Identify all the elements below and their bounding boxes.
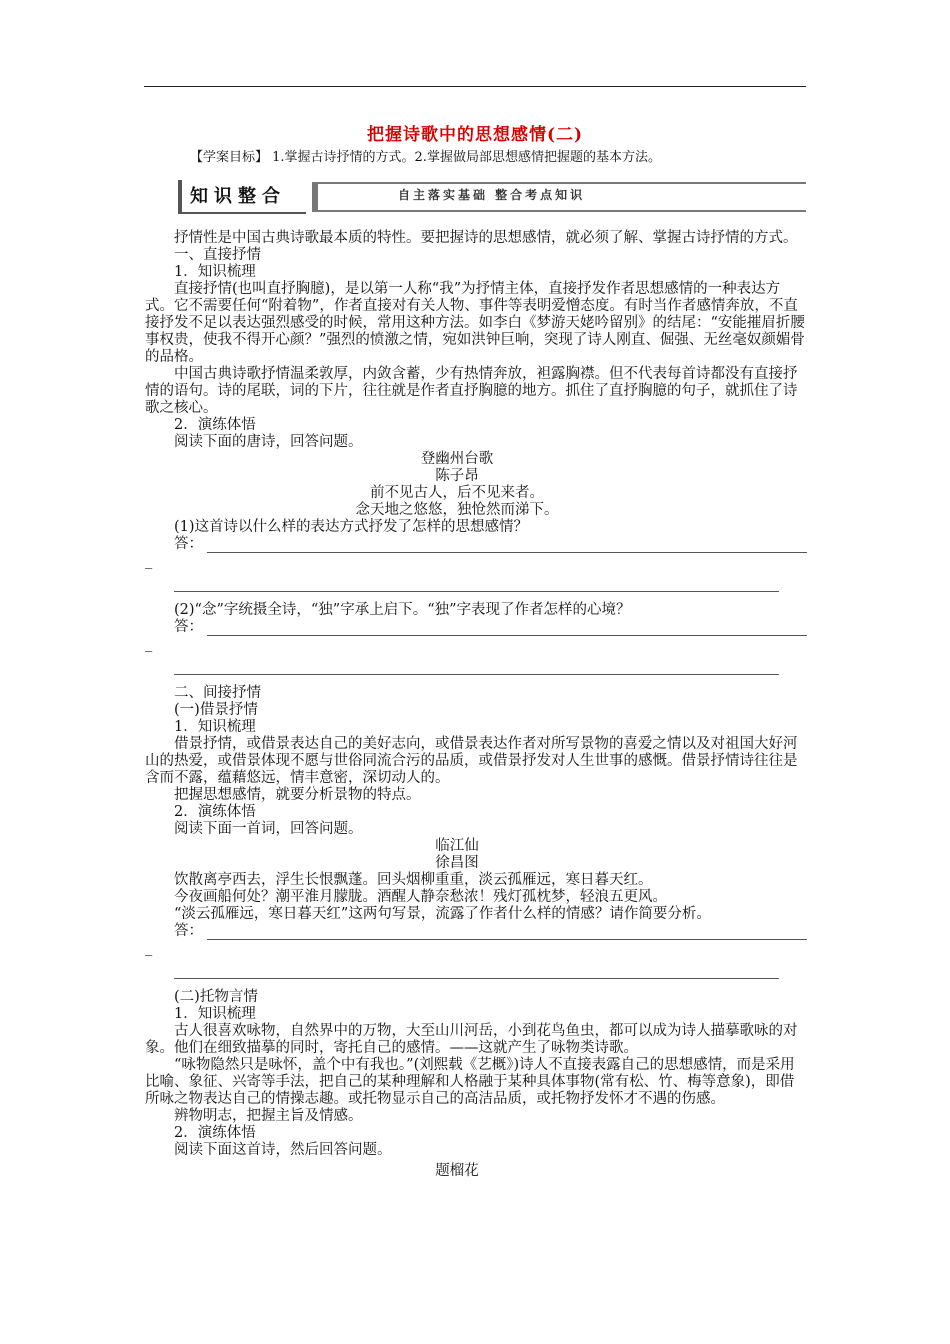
- poem-author: 徐昌图: [435, 855, 479, 871]
- subsection-heading: 2．演练体悟: [174, 804, 256, 820]
- answer-row[interactable]: [145, 923, 807, 940]
- answer-label: 答：: [174, 536, 203, 552]
- answer-row[interactable]: [145, 536, 807, 553]
- answer-line[interactable]: [174, 974, 779, 979]
- learning-goal: 【学案目标】 1.掌握古诗抒情的方式。2.掌握做局部思想感情把握题的基本方法。: [190, 150, 661, 165]
- poem-author: 陈子昂: [435, 468, 479, 484]
- answer-label: 答：: [174, 923, 203, 939]
- paragraph: 直接抒情(也叫直抒胸臆)，是以第一人称“我”为抒情主体，直接抒发作者思想感情的一种表达方式。它不需要任何“附着物”，作者直接对有关人物、事件等表明爱憎态度。有时当作者感情奔放，不直接抒发不足以表达强烈感受的时候，常用这种方法。如李白《梦游天姥吟留别》的结尾：“安能摧眉折腰事权贵，使我不得开心颜？”强烈的愤激之情，宛如洪钟巨响，突现了诗人刚直、倔强、无丝毫奴颜媚骨的品格。: [145, 281, 805, 365]
- poem-title: 题榴花: [435, 1163, 479, 1179]
- paragraph: 把握思想感情，就要分析景物的特点。: [174, 787, 421, 803]
- poem-line: 前不见古人，后不见来者。: [370, 485, 544, 501]
- paragraph: 辨物明志，把握主旨及情感。: [174, 1108, 363, 1124]
- answer-line[interactable]: [174, 670, 779, 675]
- paragraph: 借景抒情，或借景表达自己的美好志向，或借景表达作者对所写景物的喜爱之情以及对祖国大好河山的热爱，或借景体现不愿与世俗同流合污的品质，或借景抒发对人生世事的感慨。借景抒情诗往往是含而不露，蕴藉悠远，情丰意密，深切动人的。: [145, 736, 798, 786]
- poem-title: 登幽州台歌: [420, 451, 494, 467]
- banner-subtitle: 自主落实基础 整合考点知识: [398, 188, 586, 202]
- subsection-heading: 2．演练体悟: [174, 1125, 256, 1141]
- answer-line[interactable]: [174, 587, 779, 592]
- instruction: 阅读下面的唐诗，回答问题。: [174, 434, 363, 450]
- section-heading: 一、直接抒情: [174, 247, 261, 263]
- poem-line: 饮散离亭西去，浮生长恨飘蓬。回头烟柳重重，淡云孤雁远，寒日暮天红。: [174, 872, 653, 888]
- answer-line[interactable]: [207, 623, 807, 636]
- subsection-heading: 1．知识梳理: [174, 264, 256, 280]
- answer-label: 答：: [174, 619, 203, 635]
- answer-continuation: _: [145, 636, 153, 652]
- subsection-heading: 1．知识梳理: [174, 719, 256, 735]
- subsection-heading: (二)托物言情: [174, 989, 258, 1005]
- subsection-heading: 1．知识梳理: [174, 1006, 256, 1022]
- banner-bar: [312, 182, 806, 212]
- poem-line: 今夜画船何处？潮平淮月朦胧。酒醒人静奈愁浓！残灯孤枕梦，轻浪五更风。: [174, 889, 667, 905]
- page-title: 把握诗歌中的思想感情(二): [366, 125, 584, 145]
- answer-row[interactable]: [145, 619, 807, 636]
- question: “淡云孤雁远，寒日暮天红”这两句写景，流露了作者什么样的情感？请作简要分析。: [174, 906, 711, 922]
- document-body: [145, 230, 807, 1180]
- poem-title: 临江仙: [435, 838, 479, 854]
- answer-continuation: _: [145, 553, 153, 569]
- answer-continuation: _: [145, 940, 153, 956]
- paragraph: 中国古典诗歌抒情温柔敦厚，内敛含蓄，少有热情奔放，袒露胸襟。但不代表每首诗都没有直接抒情的语句。诗的尾联，词的下片，往往就是作者直抒胸臆的地方。抓住了直抒胸臆的句子，就抓住了诗歌之核心。: [145, 366, 798, 416]
- subsection-heading: 2．演练体悟: [174, 417, 256, 433]
- instruction: 阅读下面一首词，回答问题。: [174, 821, 363, 837]
- answer-line[interactable]: [207, 540, 807, 553]
- section-heading: 二、间接抒情: [174, 685, 261, 701]
- poem-line: 念天地之悠悠，独怆然而涕下。: [355, 502, 559, 518]
- section-banner: [178, 180, 806, 216]
- paragraph: “咏物隐然只是咏怀，盖个中有我也。”(刘熙载《艺概》)诗人不直接表露自己的思想感情，而是采用比喻、象征、兴寄等手法，把自己的某种理解和人格融于某种具体事物(常有松、竹、梅等意象)，即借所咏之物表达自己的情操志趣。或托物显示自己的高洁品质，或托物抒发怀才不遇的伤感。: [145, 1057, 795, 1107]
- answer-line[interactable]: [207, 927, 807, 940]
- top-rule: [144, 86, 806, 87]
- question: (2)“念”字统摄全诗，“独”字承上启下。“独”字表现了作者怎样的心境？: [174, 602, 631, 618]
- question: (1)这首诗以什么样的表达方式抒发了怎样的思想感情？: [174, 519, 529, 535]
- paragraph: 古人很喜欢咏物，自然界中的万物，大至山川河岳，小到花鸟鱼虫，都可以成为诗人描摹歌咏的对象。他们在细致描摹的同时，寄托自己的感情。——这就产生了咏物类诗歌。: [145, 1023, 798, 1056]
- intro-paragraph: 抒情性是中国古典诗歌最本质的特性。要把握诗的思想感情，就必须了解、掌握古诗抒情的方式。: [174, 230, 798, 246]
- instruction: 阅读下面这首诗，然后回答问题。: [174, 1142, 392, 1158]
- subsection-heading: (一)借景抒情: [174, 702, 258, 718]
- banner-title: 知识整合: [178, 180, 306, 214]
